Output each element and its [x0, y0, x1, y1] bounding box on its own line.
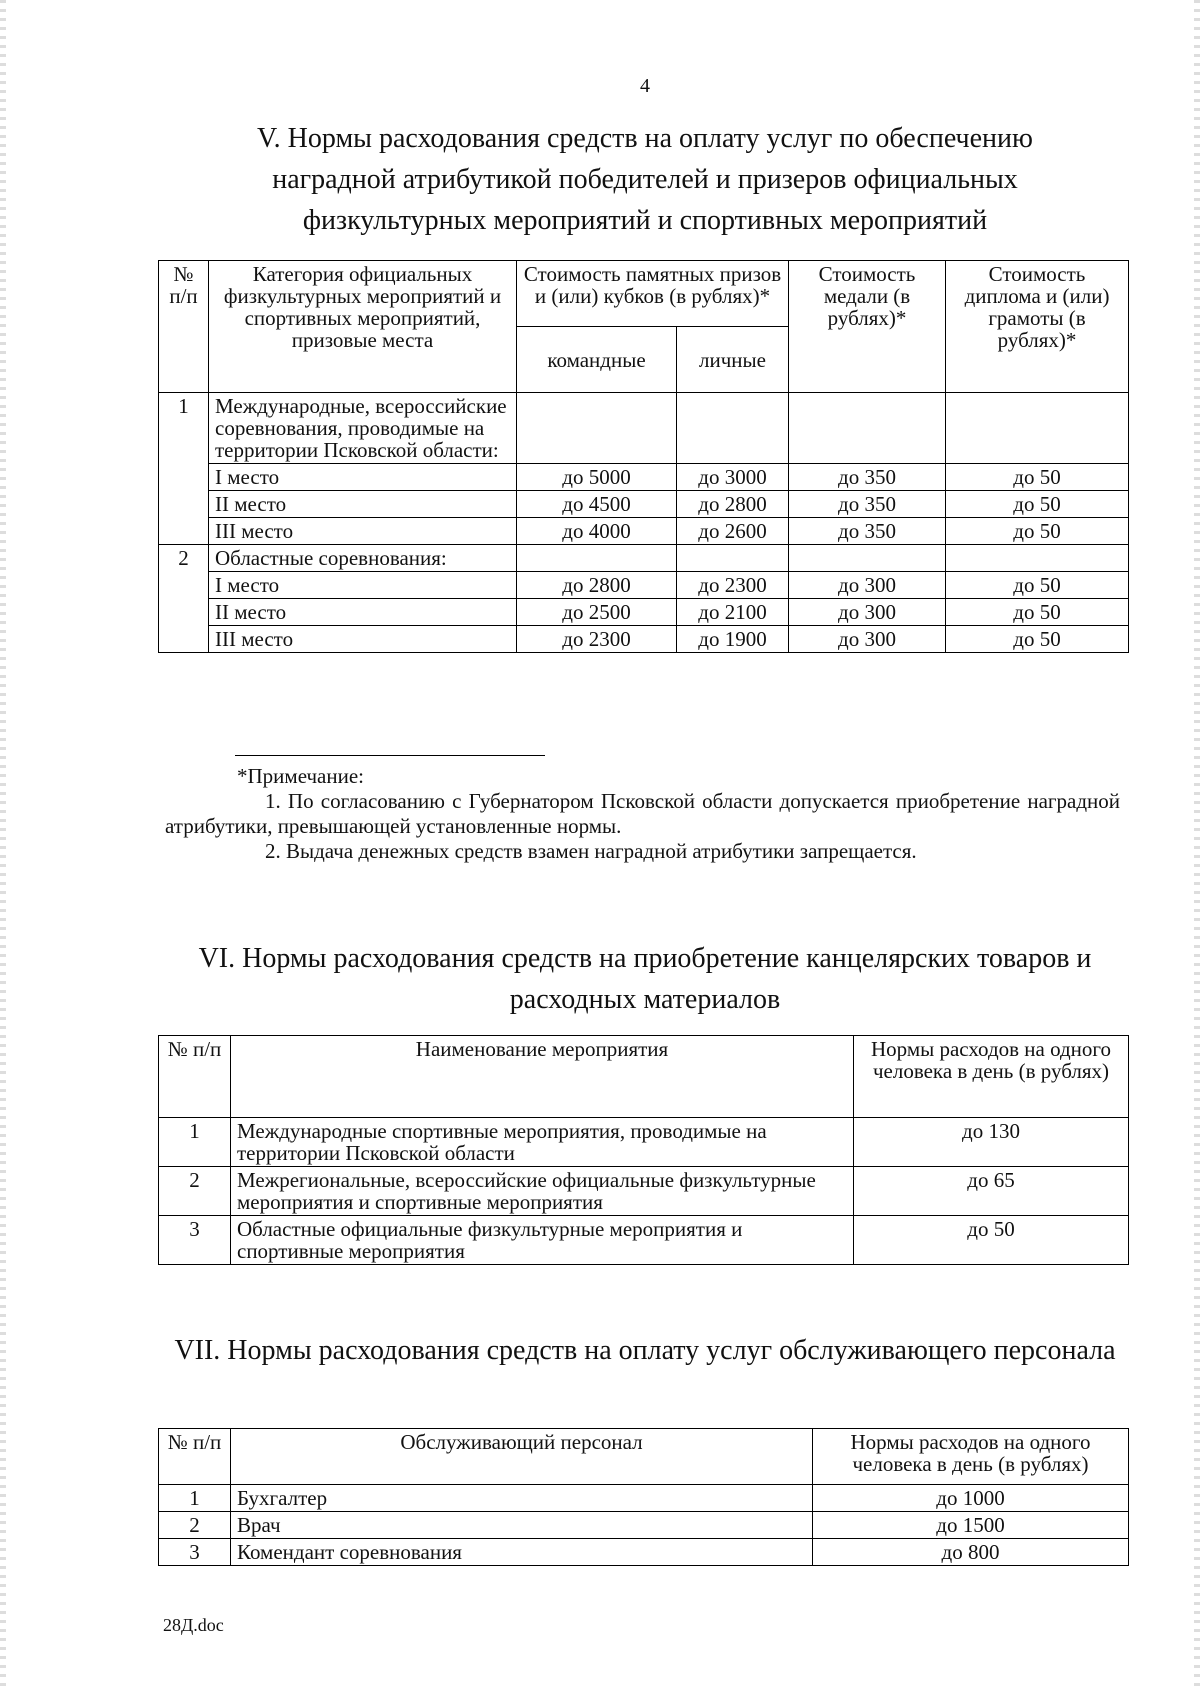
row-name: Бухгалтер: [231, 1485, 813, 1512]
row-number: 3: [159, 1216, 231, 1265]
section-5-title: V. Нормы расходования средств на оплату услуг по обеспечению наградной атрибутикой победителей и призеров официальных физкультурных мероприятий и спортивных мероприятий: [257, 123, 1033, 236]
table-row: [159, 518, 1129, 545]
table-row: [159, 491, 1129, 518]
place-cell: II место: [209, 599, 517, 626]
row-norm: до 1500: [813, 1512, 1129, 1539]
header-num: № п/п: [159, 1036, 231, 1118]
group-number: 1: [159, 393, 209, 545]
header-team: командные: [517, 327, 677, 393]
group-number: 2: [159, 545, 209, 653]
table-row: [159, 1485, 1129, 1512]
footnote-divider: [235, 755, 545, 756]
empty-cell: [517, 393, 677, 464]
note-1: 1. По согласованию с Губернатором Псковской области допускается приобретение наградной атрибутики, превышающей установленные нормы.: [165, 789, 1120, 838]
row-norm: до 800: [813, 1539, 1129, 1566]
group-title: Международные, всероссийские соревнования, проводимые на территории Псковской области:: [209, 393, 517, 464]
scan-edge-right: [1194, 0, 1200, 1686]
diploma-cell: до 50: [946, 464, 1129, 491]
scan-edge-left: [0, 0, 6, 1686]
row-name: Межрегиональные, всероссийские официальные физкультурные мероприятия и спортивные мероприятия: [231, 1167, 854, 1216]
row-name: Областные официальные физкультурные мероприятия и спортивные мероприятия: [231, 1216, 854, 1265]
header-event-name: Наименование мероприятия: [231, 1036, 854, 1118]
table-row: [159, 464, 1129, 491]
group-row: [159, 545, 1129, 572]
awards-table: [158, 260, 1129, 653]
stationery-table-body: [159, 1118, 1129, 1265]
empty-cell: [677, 393, 789, 464]
section-6-title: VI. Нормы расходования средств на приобретение канцелярских товаров и расходных материалов: [198, 943, 1092, 1015]
note-title: *Примечание:: [237, 764, 365, 788]
place-cell: III место: [209, 626, 517, 653]
row-norm: до 65: [854, 1167, 1129, 1216]
medal-cell: до 300: [789, 572, 946, 599]
place-cell: I место: [209, 464, 517, 491]
personal-prize-cell: до 2600: [677, 518, 789, 545]
team-prize-cell: до 2300: [517, 626, 677, 653]
team-prize-cell: до 4500: [517, 491, 677, 518]
header-staff: Обслуживающий персонал: [231, 1429, 813, 1485]
diploma-cell: до 50: [946, 572, 1129, 599]
row-number: 2: [159, 1512, 231, 1539]
medal-cell: до 300: [789, 599, 946, 626]
row-name: Врач: [231, 1512, 813, 1539]
row-norm: до 130: [854, 1118, 1129, 1167]
staff-table: [158, 1428, 1129, 1566]
group-title: Областные соревнования:: [209, 545, 517, 572]
row-number: 3: [159, 1539, 231, 1566]
table-row: [159, 1216, 1129, 1265]
place-cell: II место: [209, 491, 517, 518]
row-norm: до 1000: [813, 1485, 1129, 1512]
note-2: 2. Выдача денежных средств взамен наградной атрибутики запрещается.: [265, 839, 917, 863]
diploma-cell: до 50: [946, 491, 1129, 518]
header-personal: личные: [677, 327, 789, 393]
header-category: Категория официальных физкультурных мероприятий и спортивных мероприятий, призовые места: [209, 261, 517, 393]
header-norm: Нормы расходов на одного человека в день (в рублях): [854, 1036, 1129, 1118]
table-row: [159, 1118, 1129, 1167]
empty-cell: [946, 545, 1129, 572]
table-row: [159, 1539, 1129, 1566]
diploma-cell: до 50: [946, 518, 1129, 545]
personal-prize-cell: до 3000: [677, 464, 789, 491]
place-cell: I место: [209, 572, 517, 599]
diploma-cell: до 50: [946, 626, 1129, 653]
table-row: [159, 599, 1129, 626]
row-number: 1: [159, 1485, 231, 1512]
empty-cell: [677, 545, 789, 572]
personal-prize-cell: до 2100: [677, 599, 789, 626]
header-prizes: Стоимость памятных призов и (или) кубков (в рублях)*: [517, 261, 789, 327]
file-name: 28Д.doc: [163, 1615, 224, 1635]
group-row: [159, 393, 1129, 464]
page-number: 4: [640, 75, 650, 97]
row-norm: до 50: [854, 1216, 1129, 1265]
diploma-cell: до 50: [946, 599, 1129, 626]
row-number: 2: [159, 1167, 231, 1216]
personal-prize-cell: до 1900: [677, 626, 789, 653]
header-num: № п/п: [159, 261, 209, 393]
medal-cell: до 300: [789, 626, 946, 653]
team-prize-cell: до 4000: [517, 518, 677, 545]
row-name: Комендант соревнования: [231, 1539, 813, 1566]
table-row: [159, 626, 1129, 653]
row-name: Международные спортивные мероприятия, проводимые на территории Псковской области: [231, 1118, 854, 1167]
table-row: [159, 1167, 1129, 1216]
empty-cell: [946, 393, 1129, 464]
header-diploma: Стоимость диплома и (или) грамоты (в рублях)*: [946, 261, 1129, 393]
empty-cell: [517, 545, 677, 572]
header-norm: Нормы расходов на одного человека в день (в рублях): [813, 1429, 1129, 1485]
header-medal: Стоимость медали (в рублях)*: [789, 261, 946, 393]
personal-prize-cell: до 2800: [677, 491, 789, 518]
stationery-table: [158, 1035, 1129, 1265]
personal-prize-cell: до 2300: [677, 572, 789, 599]
staff-table-body: [159, 1485, 1129, 1566]
notes-block: [165, 755, 1120, 864]
medal-cell: до 350: [789, 464, 946, 491]
medal-cell: до 350: [789, 518, 946, 545]
medal-cell: до 350: [789, 491, 946, 518]
team-prize-cell: до 2500: [517, 599, 677, 626]
header-num: № п/п: [159, 1429, 231, 1485]
team-prize-cell: до 2800: [517, 572, 677, 599]
awards-table-body: [159, 393, 1129, 653]
empty-cell: [789, 393, 946, 464]
section-7-title: VII. Нормы расходования средств на оплату услуг обслуживающего персонала: [174, 1335, 1116, 1366]
team-prize-cell: до 5000: [517, 464, 677, 491]
table-row: [159, 572, 1129, 599]
place-cell: III место: [209, 518, 517, 545]
empty-cell: [789, 545, 946, 572]
table-row: [159, 1512, 1129, 1539]
row-number: 1: [159, 1118, 231, 1167]
